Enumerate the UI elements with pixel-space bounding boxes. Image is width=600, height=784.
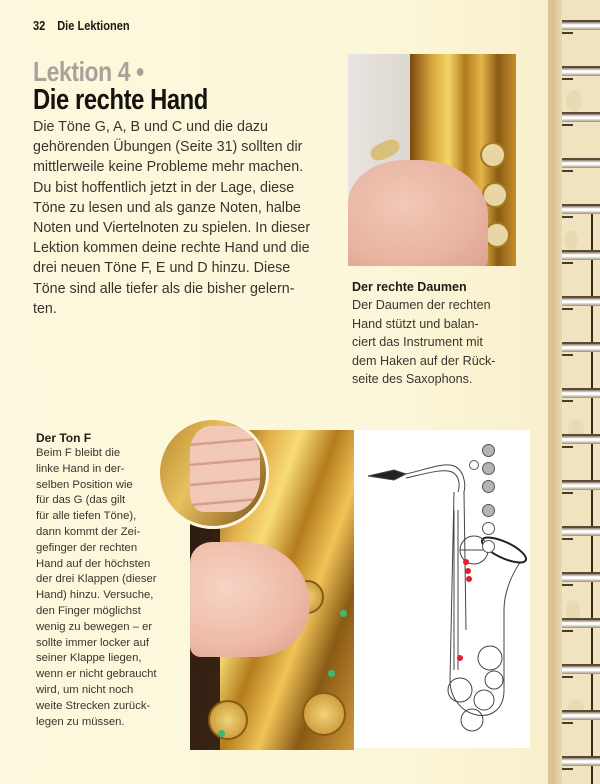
text-line: Töne zu lesen und als ganze Noten, halbe <box>33 199 301 216</box>
text-line: seite des Saxophons. <box>352 372 473 387</box>
page-number: 32 <box>33 18 46 33</box>
key-gem <box>328 670 335 677</box>
binding-ring <box>561 434 600 444</box>
binding-ring <box>561 618 600 628</box>
text-line: selben Position wie <box>36 478 133 491</box>
binding-ring <box>561 664 600 674</box>
binding-ring <box>561 388 600 398</box>
saxophone-outline-icon <box>354 430 530 748</box>
text-line: linke Hand in der- <box>36 462 125 475</box>
text-line: Hand) hinzu. Versuche, <box>36 589 154 602</box>
text-line: wird, um nicht noch <box>36 683 134 696</box>
binding-ring <box>561 526 600 536</box>
hole-3-closed <box>482 480 495 493</box>
text-line: ten. <box>33 300 57 317</box>
text-line: wenig zu bewegen – er <box>36 620 153 633</box>
right-thumb-photo <box>348 54 516 266</box>
text-line: drei neuen Töne F, E und D hinzu. Diese <box>33 260 291 277</box>
text-line: den Finger möglichst <box>36 604 141 617</box>
binding-ring <box>561 250 600 260</box>
key-pad <box>480 142 506 168</box>
text-line: wenn er nicht gebraucht <box>36 668 157 681</box>
text-line: für alle tiefen Töne), <box>36 510 137 523</box>
caption-right-thumb <box>352 280 532 389</box>
caption-text <box>352 296 532 389</box>
text-line: Hand stützt und balan- <box>352 316 479 331</box>
text-line: Noten und Viertelnoten zu spielen. In dieser <box>33 220 311 237</box>
text-line: Die Töne G, A, B und C und die dazu <box>33 119 268 135</box>
key-gem <box>340 610 347 617</box>
text-line: Lektion kommen deine rechte Hand und die <box>33 240 310 257</box>
text-line: Beim F bleibt die <box>36 447 121 459</box>
page-title: Die rechte Hand <box>33 84 208 116</box>
binding-ring <box>561 296 600 306</box>
intro-paragraph <box>33 117 333 319</box>
text-line: Der Daumen der rechten <box>352 298 491 312</box>
section-title: Die Lektionen <box>57 18 130 33</box>
binding-ring <box>561 480 600 490</box>
text-line: weite Strecken zurück- <box>36 699 151 712</box>
binding-ring <box>561 342 600 352</box>
binding-ring <box>561 20 600 30</box>
binding-ring <box>561 66 600 76</box>
fingering-diagram <box>354 430 530 748</box>
text-line: sollte immer locker auf <box>36 636 150 649</box>
text-line: gehörenden Übungen (Seite 31) sollten dir <box>33 139 303 156</box>
caption-title: Der Ton F <box>36 431 92 445</box>
key-pad <box>302 692 346 736</box>
text-line: legen zu müssen. <box>36 715 125 728</box>
hole-4-closed <box>482 504 495 517</box>
hole-2-closed <box>482 462 495 475</box>
text-line: für das G (das gilt <box>36 494 126 507</box>
left-hand-inset-photo <box>157 417 269 529</box>
text-line: Du bist hoffentlich jetzt in der Lage, diese <box>33 179 295 196</box>
text-line: gefinger der rechten <box>36 541 138 554</box>
binding-ring <box>561 572 600 582</box>
binding-ring <box>561 112 600 122</box>
text-line: ciert das Instrument mit <box>352 335 483 350</box>
binding-ring <box>561 756 600 766</box>
right-hand <box>348 160 488 266</box>
text-line: mittlerweile keine Probleme mehr machen. <box>33 159 304 176</box>
text-line: Hand auf der höchsten <box>36 557 151 570</box>
key-pad <box>208 700 248 740</box>
running-head <box>33 18 130 33</box>
lesson-number: Lektion 4 • <box>33 56 144 87</box>
text-line: dann kommt der Zei- <box>36 525 141 538</box>
binding-ring <box>561 158 600 168</box>
text-line: seiner Klappe liegen, <box>36 652 142 665</box>
octave-key-open <box>469 460 479 470</box>
binding-ring <box>561 710 600 720</box>
binding-ring <box>561 204 600 214</box>
hole-6-open <box>482 540 495 553</box>
caption-title: Der rechte Daumen <box>352 280 467 294</box>
text-line: der drei Klappen (dieser <box>36 573 157 586</box>
text-line: dem Haken auf der Rück- <box>352 353 496 368</box>
hole-5-open <box>482 522 495 535</box>
left-hand-fingers <box>190 426 260 512</box>
hole-1-closed <box>482 444 495 457</box>
text-line: Töne sind alle tiefer als die bisher gelern- <box>33 280 295 297</box>
key-gem <box>218 730 225 737</box>
